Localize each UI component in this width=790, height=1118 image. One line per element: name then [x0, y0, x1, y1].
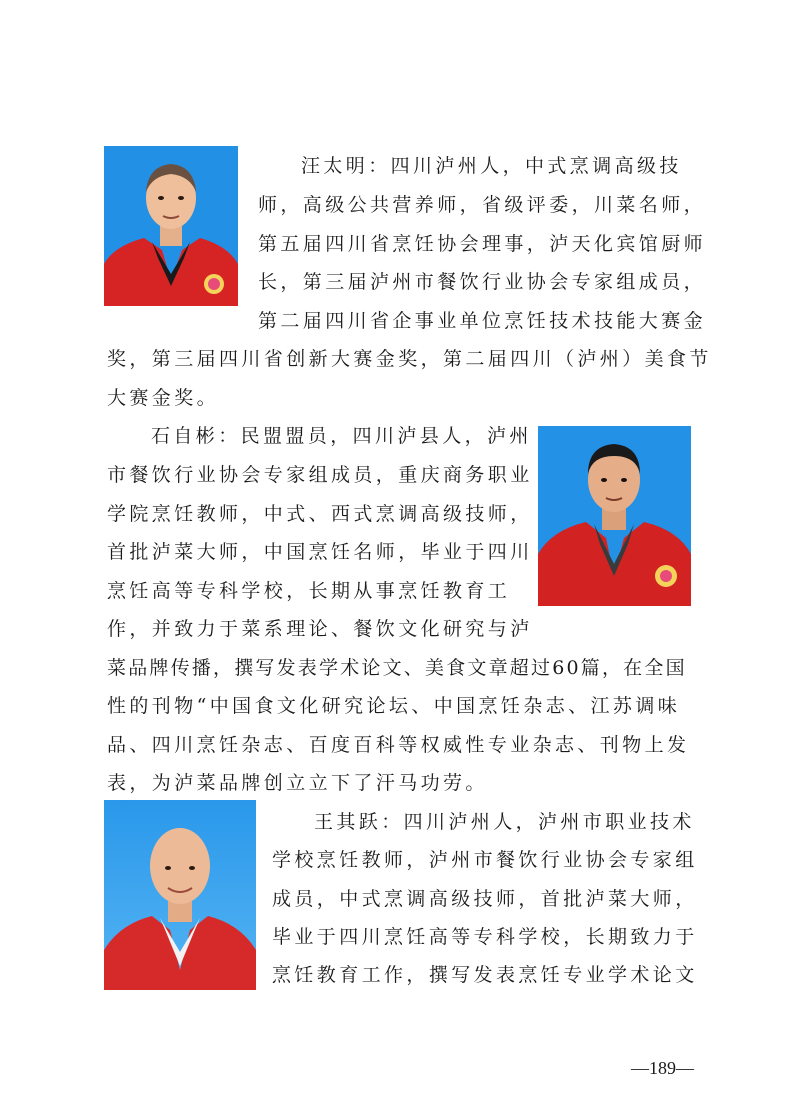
bio-line: 菜品牌传播，撰写发表学术论文、美食文章超过60篇，在全国: [107, 657, 687, 679]
bio-line: 奖，第三届四川省创新大赛金奖，第二届四川（泸州）美食节: [107, 348, 712, 370]
bio-line: 性的刊物“中国食文化研究论坛、中国烹饪杂志、江苏调味: [107, 695, 681, 717]
bio-line: 市餐饮行业协会专家组成员，重庆商务职业: [107, 464, 533, 486]
bio-line: 汪太明：四川泸州人，中式烹调高级技: [301, 155, 682, 177]
bio-line: 第二届四川省企事业单位烹饪技术技能大赛金: [258, 310, 707, 332]
bio-line: 师，高级公共营养师，省级评委，川菜名师，: [258, 194, 707, 216]
bio-line: 烹饪教育工作，撰写发表烹饪专业学术论文: [272, 964, 698, 986]
wang-qiyue-photo: [104, 800, 256, 990]
bio-line: 表，为泸菜品牌创立立下了汗马功劳。: [107, 772, 488, 794]
bio-line: 首批泸菜大师，中国烹饪名师，毕业于四川: [107, 541, 533, 563]
bio-line: 大赛金奖。: [107, 387, 220, 409]
bio-line: 毕业于四川烹饪高等专科学校，长期致力于: [272, 926, 698, 948]
portrait-illustration: [538, 426, 691, 606]
page-number: —189—: [631, 1058, 694, 1078]
bio-line: 学校烹饪教师，泸州市餐饮行业协会专家组: [272, 849, 698, 871]
bio-line: 学院烹饪教师，中式、西式烹调高级技师，: [107, 503, 533, 525]
bio-line: 烹饪高等专科学校，长期从事烹饪教育工: [107, 580, 511, 602]
shi-zibin-photo: [538, 426, 691, 606]
bio-line: 作，并致力于菜系理论、餐饮文化研究与泸: [107, 618, 533, 640]
bio-line: 品、四川烹饪杂志、百度百科等权威性专业杂志、刊物上发: [107, 734, 690, 756]
bio-line: 长，第三届泸州市餐饮行业协会专家组成员，: [258, 271, 707, 293]
bio-line: 成员，中式烹调高级技师，首批泸菜大师，: [272, 888, 698, 910]
bio-line: 第五届四川省烹饪协会理事，泸天化宾馆厨师: [258, 233, 707, 255]
portrait-illustration: [104, 146, 238, 306]
wang-taiming-photo: [104, 146, 238, 306]
portrait-illustration: [104, 800, 256, 990]
bio-line: 石自彬：民盟盟员，四川泸县人，泸州: [151, 425, 532, 447]
bio-line: 王其跃：四川泸州人，泸州市职业技术: [314, 811, 695, 833]
